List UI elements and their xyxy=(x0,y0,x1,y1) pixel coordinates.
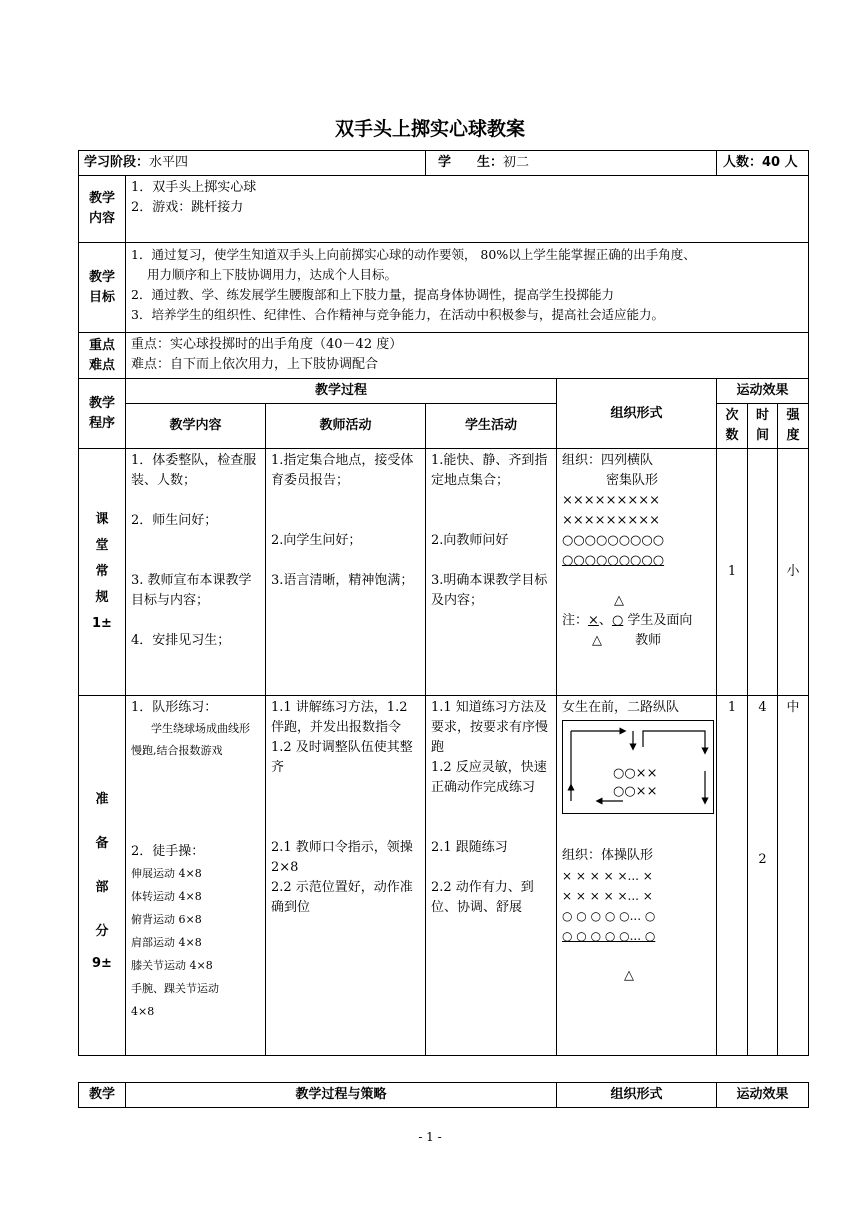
lesson-plan-table xyxy=(78,150,809,1056)
goal-line: 2．通过教、学、练发展学生腰腹部和上下肢力量，提高身体协调性，提高学生投掷能力 xyxy=(131,287,614,302)
formation-row: × × × × ×... × xyxy=(562,869,653,883)
goals-label: 教学 目标 xyxy=(79,243,126,333)
student-col-header: 学生活动 xyxy=(426,404,557,449)
section2-label: 准 备 部 分 9± xyxy=(79,696,126,1056)
count-cell: 人数：40 人 xyxy=(717,151,809,176)
goal-line: 3．培养学生的组织性、纪律性、合作精神与竞争能力，在活动中积极参与，提高社会适应能力。 xyxy=(131,307,664,322)
formation-row: ○○○○○○○○○ xyxy=(562,533,665,548)
goal-line: 用力顺序和上下肢协调用力，达成个人目标。 xyxy=(147,267,398,282)
process-header: 教学过程 xyxy=(126,379,557,404)
formation-row: ○ ○ ○ ○ ○... ○ xyxy=(562,909,656,923)
section1-intensity: 小 xyxy=(778,449,809,696)
page-title: 双手头上掷实心球教案 xyxy=(334,118,525,140)
section1-student: 1.能快、静、齐到指定地点集合； 2.向教师问好 3.明确本课教学目标及内容； xyxy=(426,449,557,696)
running-route-diagram xyxy=(562,720,714,814)
keypoints-text: 重点：实心球投掷时的出手角度（40－42 度） 难点：自下而上依次用力，上下肢协调配合 xyxy=(126,333,809,379)
section2-times: 1 xyxy=(717,696,748,1056)
strategy-table xyxy=(78,1082,809,1108)
formation-row: ○○×× xyxy=(613,766,658,781)
teacher-mark: △ xyxy=(614,593,624,608)
section2-time: 4 2 xyxy=(748,696,778,1056)
org-header: 组织形式 xyxy=(557,379,717,449)
strategy-c4: 运动效果 xyxy=(717,1083,809,1108)
strategy-c2: 教学过程与策略 xyxy=(126,1083,557,1108)
stage-value: 水平四 xyxy=(149,155,189,170)
content-label: 教学 内容 xyxy=(79,176,126,243)
section2-org: 女生在前，二路纵队 ○○×× ○○×× 组织：体操队形 × × × × ×... × × × × × ×... × ○ ○ ○ ○ ○... ○ ○ ○ ○ ○ ○... ○ △ xyxy=(557,696,717,1056)
goal-line: 1．通过复习，使学生知道双手头上向前掷实心球的动作要领， 80%以上学生能掌握正确的出手角度、 xyxy=(131,247,696,262)
teacher-col-header: 教师活动 xyxy=(266,404,426,449)
section1-time xyxy=(748,449,778,696)
content-item: 2．游戏：跳杆接力 xyxy=(131,200,244,215)
content-item: 1．双手头上掷实心球 xyxy=(131,180,257,195)
section2-content: 1．队形练习： 学生绕球场成曲线形慢跑,结合报数游戏 2．徒手操： 伸展运动 4×8 体转运动 4×8 俯背运动 6×8 肩部运动 4×8 膝关节运动 4×8 手腕、踝关节运动 4×8 xyxy=(126,696,266,1056)
section2-teacher: 1.1 讲解练习方法，1.2 伴跑，并发出报数指令 1.2 及时调整队伍使其整齐 2.1 教师口令指示，领操 2×8 2.2 示范位置好，动作准确到位 xyxy=(266,696,426,1056)
strategy-c1: 教学 xyxy=(79,1083,126,1108)
section1-times: 1 xyxy=(717,449,748,696)
teacher-mark: △ xyxy=(624,968,634,983)
student-label: 学 生： xyxy=(438,155,504,170)
time-col-header: 时 间 xyxy=(748,404,778,449)
intensity-col-header: 强 度 xyxy=(778,404,809,449)
section1-org: 组织：四列横队 密集队形 ××××××××× ××××××××× ○○○○○○○○○ ○○○○○○○○○ △ 注：×、○ 学生及面向 △ 教师 xyxy=(557,449,717,696)
section2-student: 1.1 知道练习方法及要求，按要求有序慢跑 1.2 反应灵敏，快速正确动作完成练习 2.1 跟随练习 2.2 动作有力、到位、协调、舒展 xyxy=(426,696,557,1056)
strategy-c3: 组织形式 xyxy=(557,1083,717,1108)
formation-row: ××××××××× xyxy=(562,513,661,528)
section2-intensity: 中 xyxy=(778,696,809,1056)
content-col-header: 教学内容 xyxy=(126,404,266,449)
content-items xyxy=(126,176,809,243)
stage-cell xyxy=(79,151,426,176)
student-cell xyxy=(426,151,717,176)
stage-label: 学习阶段： xyxy=(84,155,150,170)
effect-header: 运动效果 xyxy=(717,379,809,404)
keypoints-label: 重点 难点 xyxy=(79,333,126,379)
section1-label: 课 堂 常 规 1± xyxy=(79,449,126,696)
formation-row: × × × × ×... × xyxy=(562,889,653,903)
formation-row: ○○×× xyxy=(613,784,658,799)
student-value: 初二 xyxy=(503,155,530,170)
formation-row: ○○○○○○○○○ xyxy=(562,553,665,568)
formation-row: ××××××××× xyxy=(562,493,661,508)
section1-content: 1．体委整队，检查服装、人数； 2．师生问好； 3. 教师宣布本课教学目标与内容； 4．安排见习生； xyxy=(126,449,266,696)
formation-row: ○ ○ ○ ○ ○... ○ xyxy=(562,929,656,943)
section1-teacher: 1.指定集合地点，接受体育委员报告； 2.向学生问好； 3.语言清晰，精神饱满； xyxy=(266,449,426,696)
program-header: 教学 程序 xyxy=(79,379,126,449)
times-col-header: 次 数 xyxy=(717,404,748,449)
goals-text xyxy=(126,243,809,333)
page-number: - 1 - xyxy=(418,1130,442,1144)
